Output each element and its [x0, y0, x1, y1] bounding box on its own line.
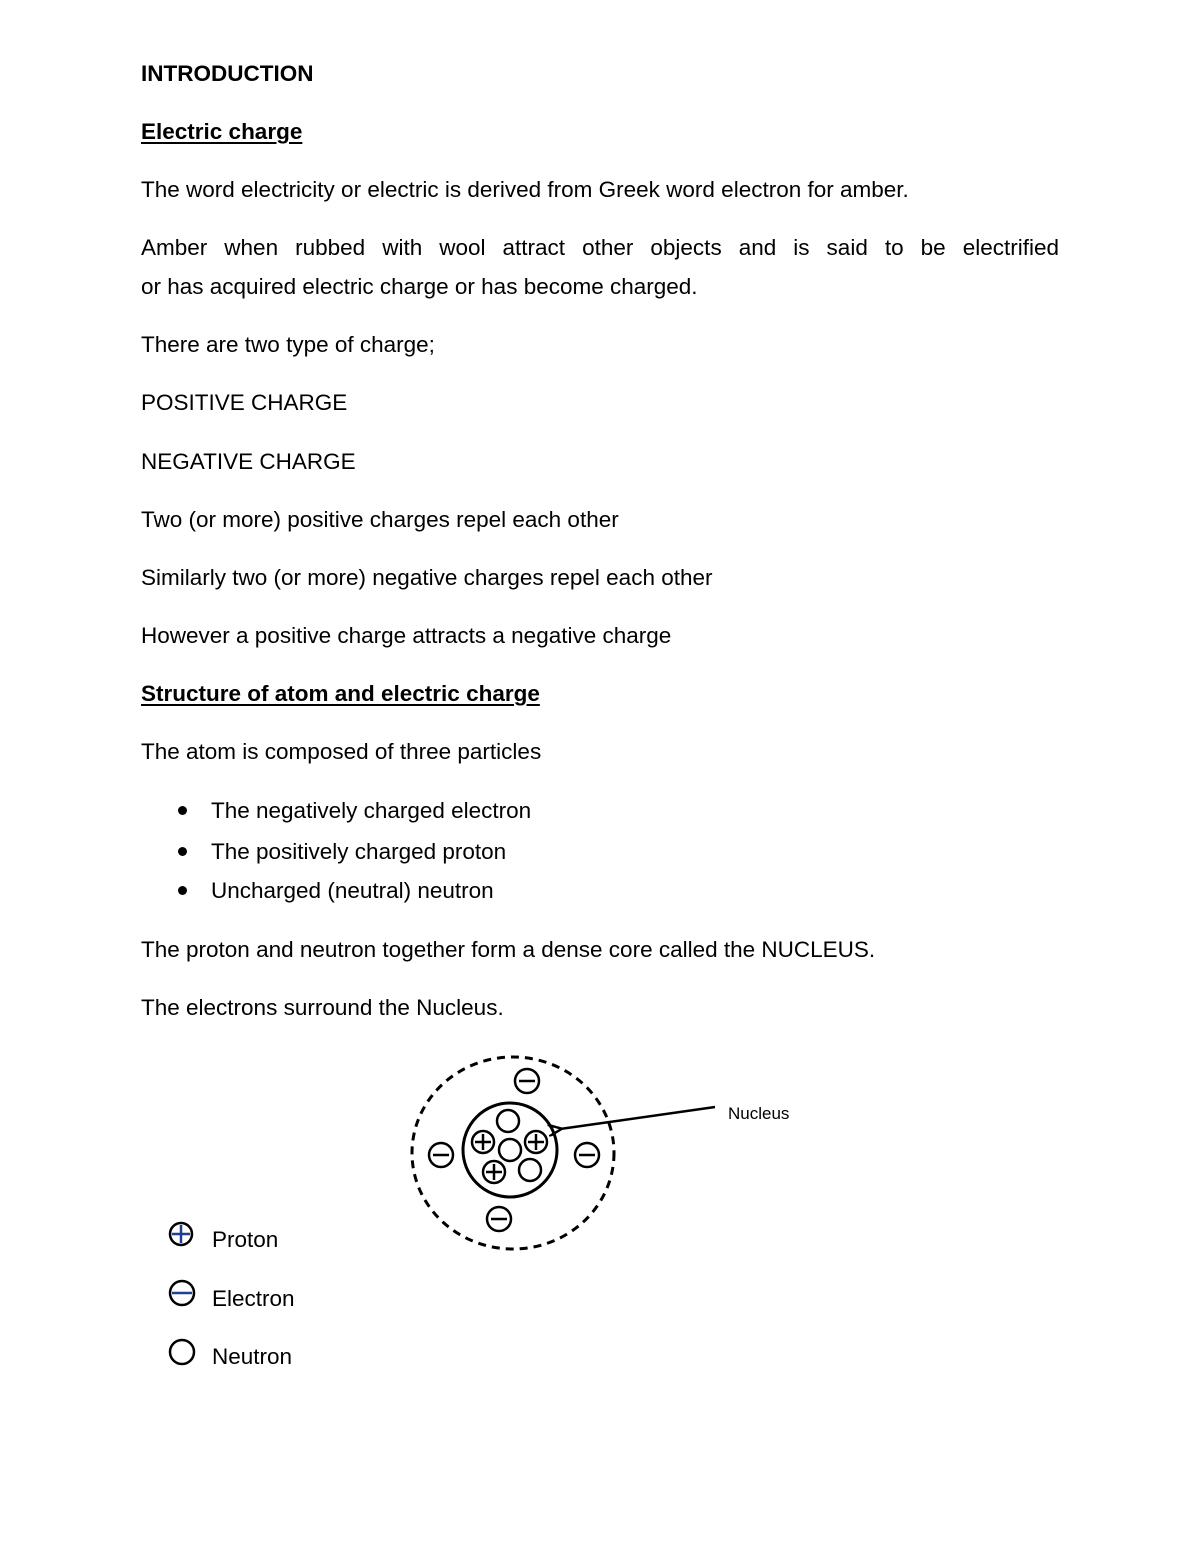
proton-icon — [472, 1131, 494, 1153]
paragraph-electrons: The electrons surround the Nucleus. — [141, 995, 504, 1020]
proton-icon — [483, 1161, 505, 1183]
paragraph-origin: The word electricity or electric is derived from Greek word electron for amber. — [141, 177, 909, 202]
electron-icon — [487, 1207, 511, 1231]
electron-icon — [515, 1069, 539, 1093]
legend-electron-icon — [170, 1281, 194, 1305]
legend-proton-label: Proton — [212, 1227, 279, 1252]
paragraph-amber-line2: or has acquired electric charge or has become charged. — [141, 274, 698, 299]
paragraph-atom-intro: The atom is composed of three particles — [141, 739, 542, 764]
paragraph-amber-line1: Amber when rubbed with wool attract other objects and is said to be electrified — [141, 235, 1059, 260]
rule-opposite-attract: However a positive charge attracts a negative charge — [141, 623, 672, 648]
section-title-electric-charge: Electric charge — [141, 119, 303, 144]
nucleus-label: Nucleus — [728, 1104, 790, 1123]
page-heading: INTRODUCTION — [141, 61, 314, 86]
negative-charge-label: NEGATIVE CHARGE — [141, 449, 356, 474]
neutron-icon — [497, 1110, 519, 1132]
list-item-electron: The negatively charged electron — [211, 798, 532, 823]
legend-proton-icon — [170, 1223, 192, 1245]
section-title-atom-structure: Structure of atom and electric charge — [141, 681, 540, 706]
paragraph-nucleus: The proton and neutron together form a dense core called the NUCLEUS. — [141, 937, 876, 962]
electron-icon — [429, 1143, 453, 1167]
positive-charge-label: POSITIVE CHARGE — [141, 390, 348, 415]
list-item-proton: The positively charged proton — [211, 839, 507, 864]
rule-negative-repel: Similarly two (or more) negative charges repel each other — [141, 565, 713, 590]
paragraph-charge-types: There are two type of charge; — [141, 332, 435, 357]
electron-icon — [575, 1143, 599, 1167]
neutron-icon — [519, 1159, 541, 1181]
legend-neutron-icon — [170, 1340, 194, 1364]
nucleus-pointer-arrow — [560, 1107, 715, 1129]
list-item-neutron: Uncharged (neutral) neutron — [211, 878, 494, 903]
legend-neutron-label: Neutron — [212, 1344, 293, 1369]
legend-electron-label: Electron — [212, 1286, 295, 1311]
rule-positive-repel: Two (or more) positive charges repel each other — [141, 507, 619, 532]
neutron-icon — [499, 1139, 521, 1161]
proton-icon — [525, 1131, 547, 1153]
